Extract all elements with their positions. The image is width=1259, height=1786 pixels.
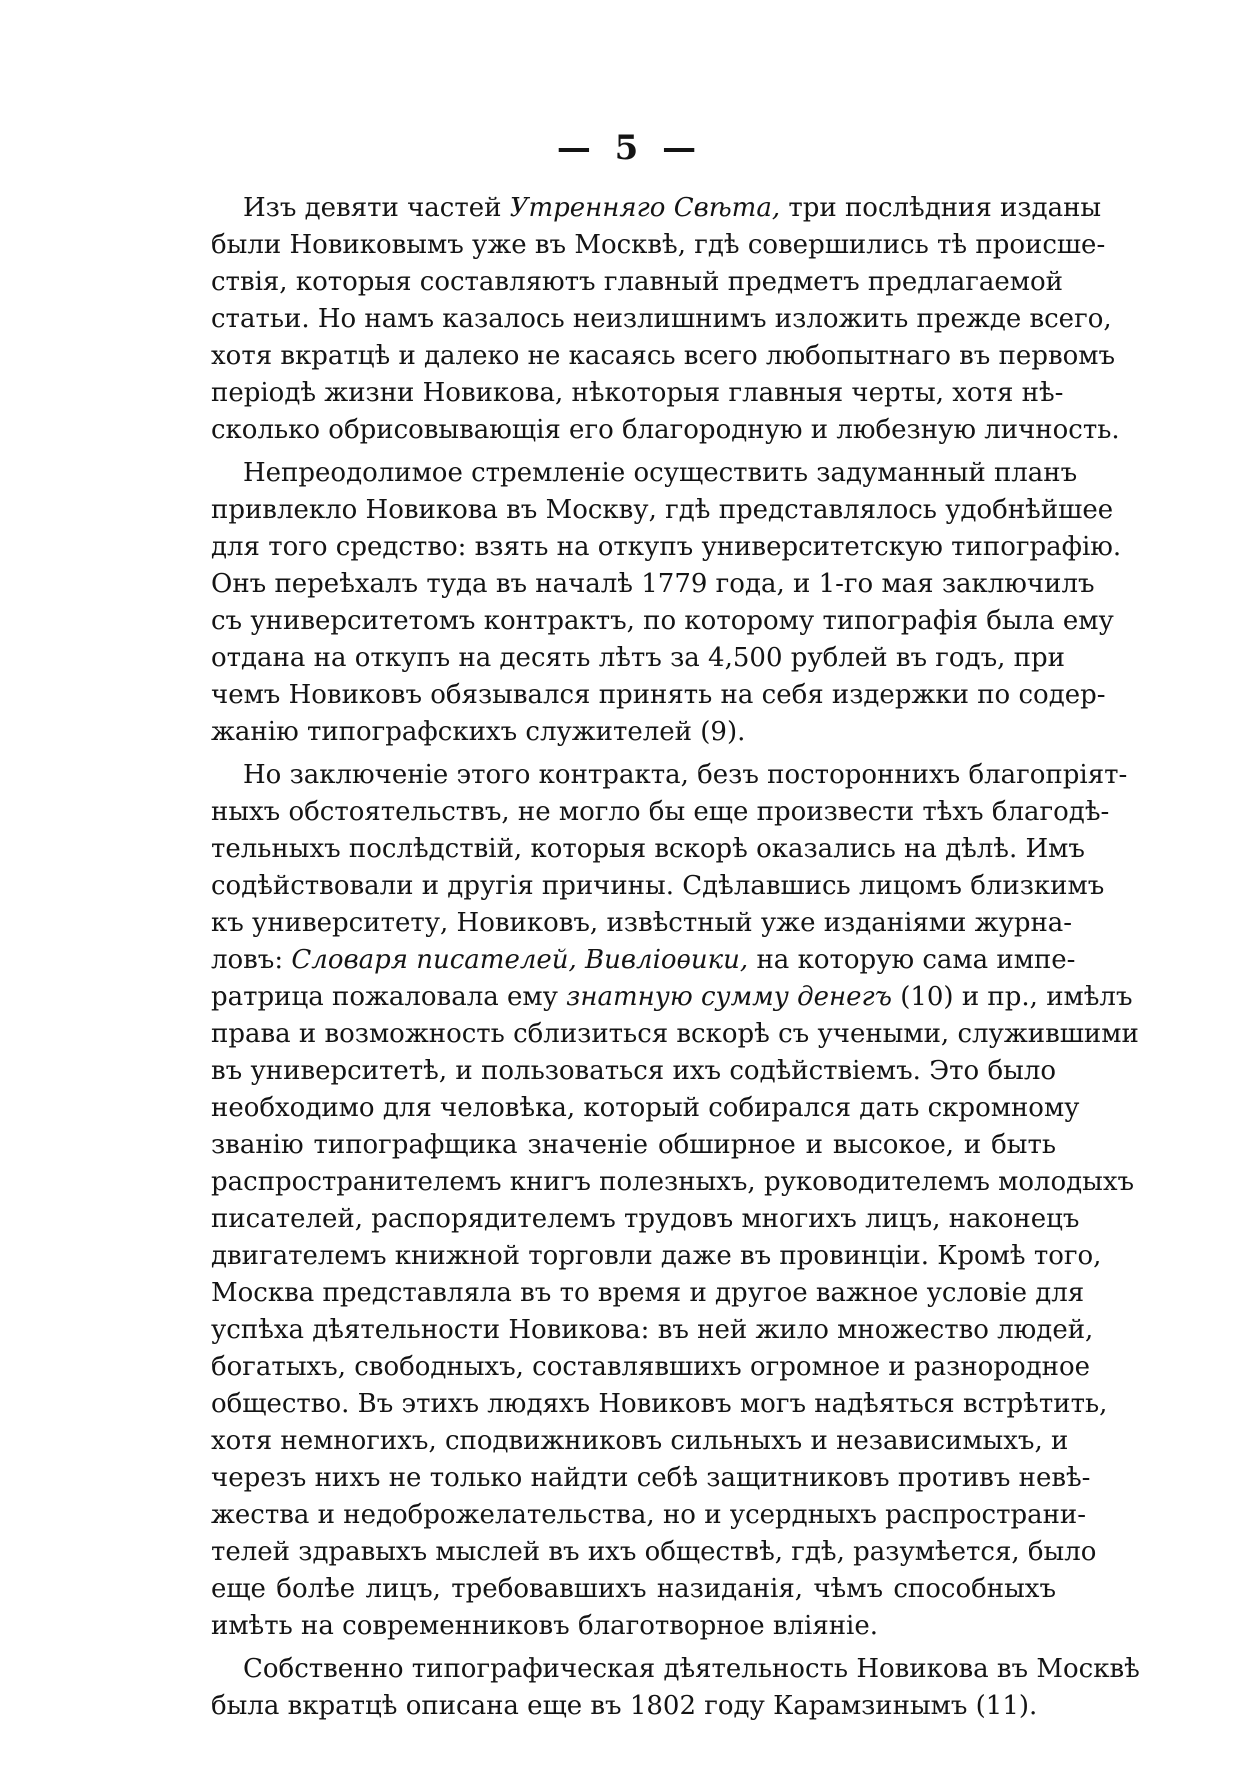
text-segment: ныхъ обстоятельствъ, не могло бы еще произвести тѣхъ благодѣ- [211,797,1110,827]
text-line [211,1608,1056,1645]
text-line [211,1312,1094,1349]
text-line [211,1016,1139,1053]
text-segment: отдана на откупъ на десять лѣтъ за 4,500 рублей въ годъ, при [211,643,1065,673]
text-line [211,338,1116,375]
text-segment: Собственно типографическая дѣятельность Новикова въ Москвѣ [243,1654,1140,1684]
text-segment: необходимо для человѣка, который собирался дать скромному [211,1093,1080,1123]
text-line [211,492,1114,529]
text-line [211,1497,1087,1534]
text-segment: (10) и пр., имѣлъ [891,982,1133,1012]
text-segment: званію типографщика значеніе обширное и высокое, и быть [211,1130,1056,1160]
text-segment: хотя вкратцѣ и далеко не касаясь всего любопытнаго въ первомъ [211,341,1116,371]
text-line [211,942,1076,979]
text-segment: телей здравыхъ мыслей въ ихъ обществѣ, гдѣ, разумѣется, было [211,1537,1097,1567]
text-line [211,905,1073,942]
body-text [211,190,1140,1725]
text-segment: три послѣдния изданы [780,193,1102,223]
paragraph [211,1651,1140,1725]
text-segment: жества и недоброжелательства, но и усердныхъ распространи- [211,1500,1087,1530]
text-line [211,831,1085,868]
text-line [211,1127,1056,1164]
text-segment: была вкратцѣ описана еще въ 1802 году Карамзинымъ (11). [211,1691,1038,1721]
text-segment: ловъ: [211,945,292,975]
text-segment: Онъ переѣхалъ туда въ началѣ 1779 года, и 1-го мая заключилъ [211,569,1095,599]
text-line [211,529,1122,566]
text-line [211,1164,1135,1201]
text-segment: ратрица пожаловала ему [211,982,567,1012]
text-line [211,190,1102,227]
text-line [211,1651,1140,1688]
text-line [211,227,1106,264]
paragraph [211,190,1120,449]
text-line [211,1423,1069,1460]
text-segment: черезъ нихъ не только найдти себѣ защитниковъ противъ невѣ- [211,1463,1091,1493]
text-line [211,868,1105,905]
text-segment: общество. Въ этихъ людяхъ Новиковъ могъ надѣяться встрѣтить, [211,1389,1108,1419]
italic-title: Утренняго Свѣта, [509,193,781,223]
text-segment: еще болѣе лицъ, требовавшихъ назиданія, чѣмъ способныхъ [211,1574,1056,1604]
text-line [211,1460,1091,1497]
paragraph [211,757,1139,1645]
text-segment: чемъ Новиковъ обязывался принять на себя издержки по содер- [211,680,1106,710]
text-segment: періодѣ жизни Новикова, нѣкоторыя главныя черты, хотя нѣ- [211,378,1064,408]
text-line [211,1349,1090,1386]
text-segment: имѣть на современниковъ благотворное вліяніе. [211,1611,879,1641]
text-segment: привлекло Новикова въ Москву, гдѣ представлялось удобнѣйшее [211,495,1114,525]
text-line [211,1053,1056,1090]
italic-title: знатную сумму денегъ [566,982,892,1012]
text-segment: распространителемъ книгъ полезныхъ, руководителемъ молодыхъ [211,1167,1135,1197]
text-segment: ствія, которыя составляютъ главный предметъ предлагаемой [211,267,1063,297]
text-segment: содѣйствовали и другія причины. Сдѣлавшись лицомъ близкимъ [211,871,1105,901]
paragraph [211,455,1122,751]
page-number: — 5 — [556,128,703,168]
text-line [211,1275,1085,1312]
text-segment: Изъ девяти частей [243,193,510,223]
text-line [211,1688,1056,1725]
text-line [211,1386,1108,1423]
text-segment: тельныхъ послѣдствій, которыя вскорѣ оказались на дѣлѣ. Имъ [211,834,1085,864]
text-line [211,1238,1102,1275]
text-line [211,640,1065,677]
text-line [211,757,1128,794]
text-segment: на которую сама импе- [748,945,1076,975]
text-segment: для того средство: взять на откупъ университетскую типографію. [211,532,1122,562]
text-line [211,794,1110,831]
text-segment: были Новиковымъ уже въ Москвѣ, гдѣ совершились тѣ происше- [211,230,1106,260]
text-line [211,603,1114,640]
text-segment: Непреодолимое стремленіе осуществить задуманный планъ [243,458,1078,488]
text-line [211,301,1112,338]
text-line [211,979,1133,1016]
text-line [211,714,1056,751]
text-line [211,1534,1097,1571]
text-line [211,1201,1080,1238]
text-segment: богатыхъ, свободныхъ, составлявшихъ огромное и разнородное [211,1352,1090,1382]
text-segment: жанію типографскихъ служителей (9). [211,717,746,747]
text-line [211,455,1078,492]
text-line [211,375,1064,412]
text-segment: Но заключеніе этого контракта, безъ постороннихъ благопріят- [243,760,1128,790]
text-line [211,1090,1080,1127]
text-segment: хотя немногихъ, сподвижниковъ сильныхъ и независимыхъ, и [211,1426,1069,1456]
text-line [211,566,1095,603]
text-segment: сколько обрисовывающія его благородную и любезную личность. [211,415,1120,445]
text-segment: писателей, распорядителемъ трудовъ многихъ лицъ, наконецъ [211,1204,1080,1234]
text-segment: къ университету, Новиковъ, извѣстный уже изданіями журна- [211,908,1073,938]
italic-title: Словаря писателей, Вивліоѳики, [291,945,749,975]
text-segment: въ университетѣ, и пользоваться ихъ содѣйствіемъ. Это было [211,1056,1056,1086]
text-segment: успѣха дѣятельности Новикова: въ ней жило множество людей, [211,1315,1094,1345]
text-segment: двигателемъ книжной торговли даже въ провинціи. Кромѣ того, [211,1241,1102,1271]
text-line [211,412,1120,449]
text-line [211,264,1063,301]
text-line [211,1571,1056,1608]
text-segment: статьи. Но намъ казалось неизлишнимъ изложить прежде всего, [211,304,1112,334]
text-segment: права и возможность сблизиться вскорѣ съ учеными, служившими [211,1019,1139,1049]
text-segment: Москва представляла въ то время и другое важное условіе для [211,1278,1085,1308]
text-line [211,677,1106,714]
text-segment: съ университетомъ контрактъ, по которому типографія была ему [211,606,1114,636]
